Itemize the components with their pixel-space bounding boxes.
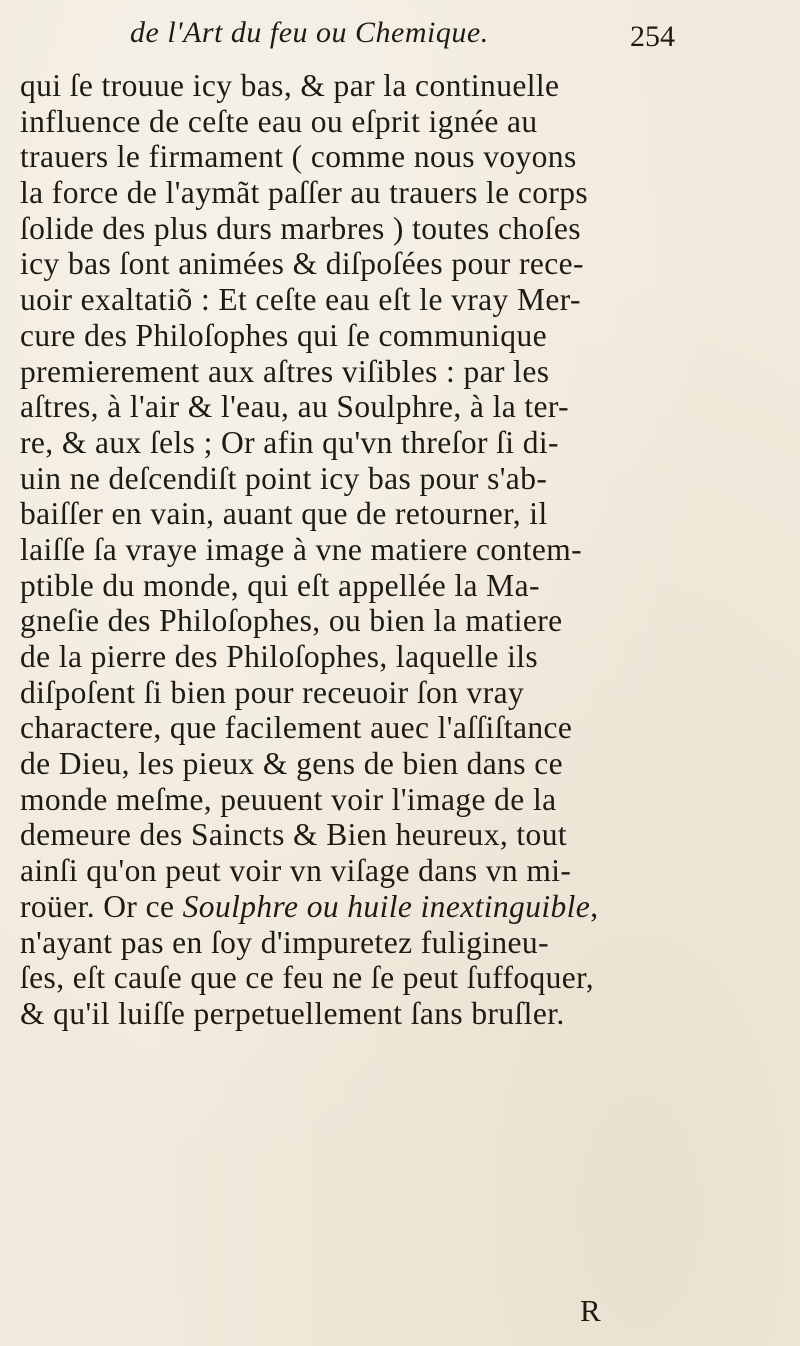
- text-line: de Dieu, les pieux & gens de bien dans ce: [20, 746, 563, 782]
- italic-phrase: Soulphre ou huile inextinguible: [182, 888, 591, 924]
- page-header: [110, 10, 675, 60]
- text-line: icy bas ſont animées & diſpoſées pour rece-: [20, 246, 584, 282]
- running-title: de l'Art du feu ou Chemique.: [130, 16, 489, 49]
- text-line-end: ,: [590, 888, 599, 924]
- text-line-start: roüer. Or ce: [20, 888, 175, 924]
- text-line: uoir exaltatiõ : Et ceſte eau eſt le vray Mer-: [20, 282, 581, 318]
- text-line: de la pierre des Philoſophes, laquelle ils: [20, 639, 539, 674]
- text-line: aſtres, à l'air & l'eau, au Soulphre, à la ter-: [20, 389, 570, 425]
- text-line: & qu'il luiſſe perpetuellement ſans bruſler.: [20, 995, 565, 1031]
- text-line: cure des Philoſophes qui ſe communique: [20, 317, 547, 353]
- text-line: monde meſme, peuuent voir l'image de la: [20, 781, 557, 817]
- page-number: 254: [630, 20, 675, 53]
- text-line: influence de ceſte eau ou eſprit ignée au: [20, 103, 538, 139]
- text-line: ainſi qu'on peut voir vn viſage dans vn mi-: [20, 853, 572, 889]
- text-line: trauers le firmament ( comme nous voyons: [20, 139, 577, 175]
- text-line: ſes, eſt cauſe que ce feu ne ſe peut ſuffoquer,: [20, 960, 595, 996]
- text-line: ſolide des plus durs marbres ) toutes choſes: [20, 210, 581, 246]
- text-line: uin ne deſcendiſt point icy bas pour s'ab-: [20, 460, 548, 496]
- text-line: gneſie des Philoſophes, ou bien la matiere: [20, 603, 563, 639]
- text-line: re, & aux ſels ; Or afin qu'vn threſor ſi di-: [20, 424, 559, 460]
- text-line: n'ayant pas en ſoy d'impuretez fuligineu-: [20, 924, 549, 960]
- text-line: qui ſe trouue icy bas, & par la continuelle: [20, 68, 560, 103]
- text-line: charactere, que facilement auec l'aſſiſtance: [20, 710, 573, 746]
- text-line: la force de l'aymãt paſſer au trauers le corps: [20, 175, 589, 211]
- text-line: diſpoſent ſi bien pour receuoir ſon vray: [20, 674, 525, 710]
- text-line: ptible du monde, qui eſt appellée la Ma-: [20, 567, 540, 603]
- catchword: R: [580, 1293, 601, 1328]
- text-line: demeure des Saincts & Bien heureux, tout: [20, 817, 567, 853]
- text-line: baiſſer en vain, auant que de retourner, il: [20, 496, 548, 532]
- text-line: premierement aux aſtres viſibles : par les: [20, 353, 550, 389]
- body-text: [20, 68, 790, 1032]
- text-line: laiſſe ſa vraye image à vne matiere contem-: [20, 531, 583, 567]
- text-line-with-italic: [20, 889, 790, 925]
